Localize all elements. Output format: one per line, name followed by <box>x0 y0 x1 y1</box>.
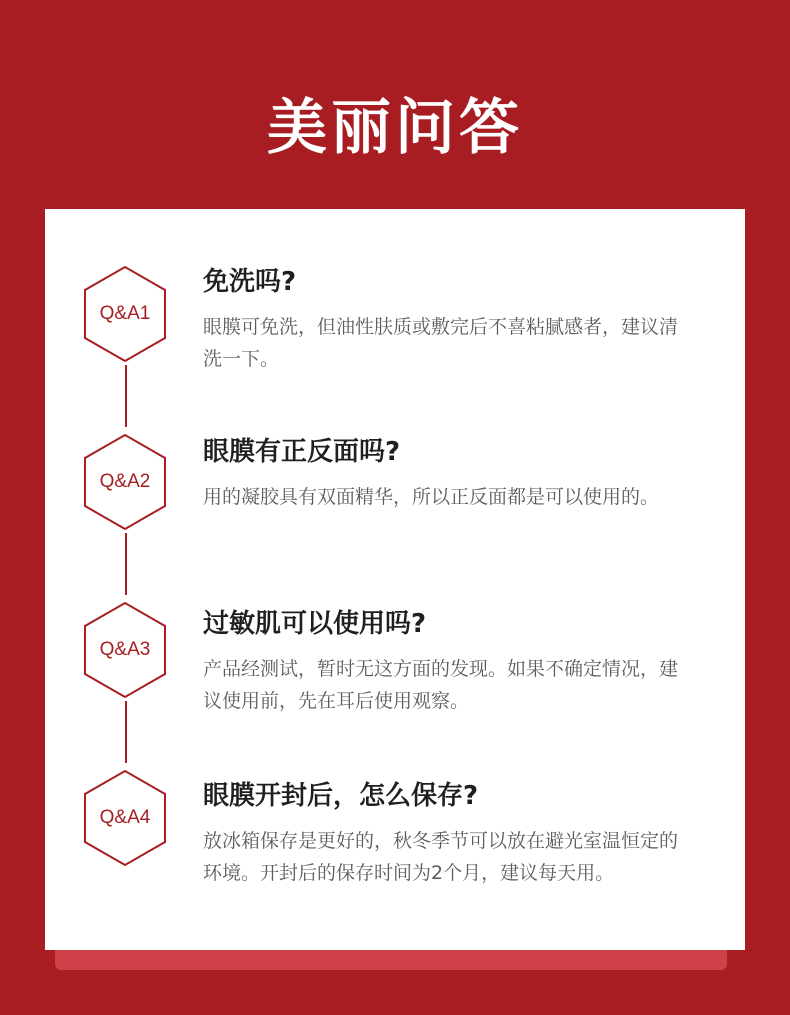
timeline-connector <box>125 701 127 763</box>
question-title-1: 免洗吗? <box>203 267 297 297</box>
qa-badge-4 <box>83 769 167 867</box>
question-title-3: 过敏肌可以使用吗? <box>203 609 427 639</box>
answer-text-3: 产品经测试，暂时无这方面的发现。如果不确定情况，建议使用前，先在耳后使用观察。 <box>203 658 679 712</box>
qa-badge-1 <box>83 265 167 363</box>
qa-badge-2 <box>83 433 167 531</box>
question-title-2: 眼膜有正反面吗? <box>203 437 401 467</box>
qa-badge-label: Q&A4 <box>99 807 151 828</box>
timeline-connector <box>125 365 127 427</box>
answer-text-2: 用的凝胶具有双面精华，所以正反面都是可以使用的。 <box>203 486 660 508</box>
qa-badge-label: Q&A3 <box>99 639 151 660</box>
qa-badge-label: Q&A1 <box>99 303 151 324</box>
answer-text-1: 眼膜可免洗，但油性肤质或敷完后不喜粘腻感者，建议清洗一下。 <box>203 316 679 370</box>
timeline-connector <box>125 533 127 595</box>
qa-badge-label: Q&A2 <box>99 471 151 492</box>
qa-card <box>45 209 745 950</box>
qa-badge-3 <box>83 601 167 699</box>
question-title-4: 眼膜开封后，怎么保存? <box>203 781 479 811</box>
page-title: 美丽问答 <box>267 93 523 163</box>
answer-text-4: 放冰箱保存是更好的，秋冬季节可以放在避光室温恒定的环境。开封后的保存时间为2个月，建议每天用。 <box>203 830 679 884</box>
